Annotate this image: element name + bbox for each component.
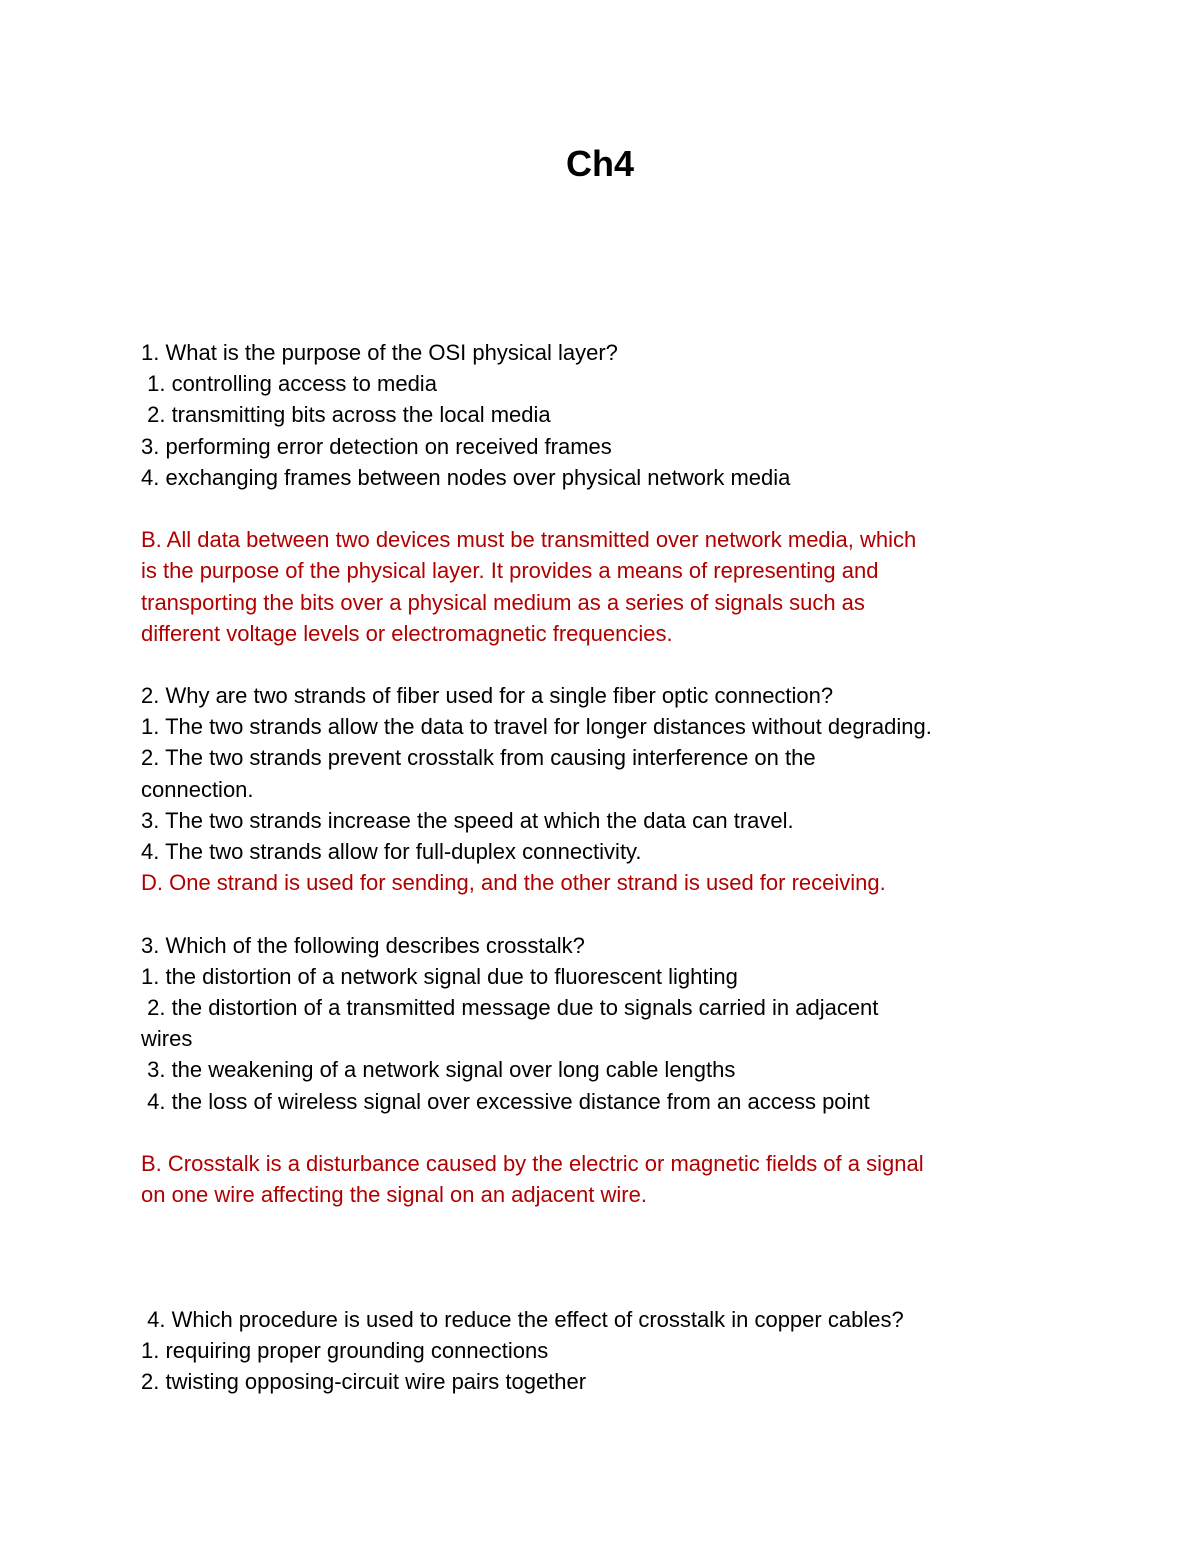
option-item: 1. The two strands allow the data to travel for longer distances without degrading. [141, 714, 932, 740]
question-block-1 [141, 337, 1101, 649]
answer-explanation-line: B. Crosstalk is a disturbance caused by the electric or magnetic fields of a signal [141, 1150, 924, 1176]
option-item: 4. exchanging frames between nodes over physical network media [141, 464, 791, 490]
option-item: 2. the distortion of a transmitted message due to signals carried in adjacent [141, 994, 879, 1020]
answer-explanation-line: transporting the bits over a physical medium as a series of signals such as [141, 589, 865, 615]
option-item: 3. The two strands increase the speed at which the data can travel. [141, 807, 794, 833]
spacer [141, 898, 1101, 929]
answer-explanation-line: B. All data between two devices must be transmitted over network media, which [141, 527, 917, 553]
question-text: 1. What is the purpose of the OSI physical layer? [141, 340, 618, 365]
question-block-2 [141, 680, 1101, 898]
option-item: wires [141, 1026, 193, 1052]
answer-explanation-line: D. One strand is used for sending, and the other strand is used for receiving. [141, 870, 886, 896]
spacer [141, 1210, 1101, 1304]
option-item: 2. twisting opposing-circuit wire pairs together [141, 1369, 587, 1395]
option-item: 3. performing error detection on received frames [141, 433, 612, 459]
answer-explanation-line: is the purpose of the physical layer. It provides a means of representing and [141, 558, 879, 584]
question-block-3 [141, 930, 1101, 1211]
spacer [141, 1117, 1101, 1148]
option-item: connection. [141, 776, 254, 802]
option-item: 4. The two strands allow for full-duplex connectivity. [141, 839, 642, 864]
question-list [141, 337, 1101, 1397]
option-item: 1. controlling access to media [141, 371, 437, 397]
option-item: 1. requiring proper grounding connections [141, 1338, 549, 1364]
question-text: 3. Which of the following describes crosstalk? [141, 932, 585, 958]
option-item: 1. the distortion of a network signal due to fluorescent lighting [141, 963, 738, 989]
answer-explanation-line: on one wire affecting the signal on an adjacent wire. [141, 1182, 647, 1208]
option-item: 4. the loss of wireless signal over excessive distance from an access point [141, 1088, 870, 1114]
option-item: 3. the weakening of a network signal over long cable lengths [141, 1057, 736, 1083]
spacer [141, 649, 1101, 680]
question-text: 4. Which procedure is used to reduce the effect of crosstalk in copper cables? [141, 1306, 904, 1332]
answer-explanation-line: different voltage levels or electromagnetic frequencies. [141, 620, 673, 646]
question-block-4 [141, 1304, 1101, 1398]
option-item: 2. transmitting bits across the local media [141, 402, 551, 428]
spacer [141, 493, 1101, 524]
option-item: 2. The two strands prevent crosstalk from causing interference on the [141, 745, 816, 771]
page-title: Ch4 [565, 143, 634, 184]
question-text: 2. Why are two strands of fiber used for a single fiber optic connection? [141, 683, 834, 709]
